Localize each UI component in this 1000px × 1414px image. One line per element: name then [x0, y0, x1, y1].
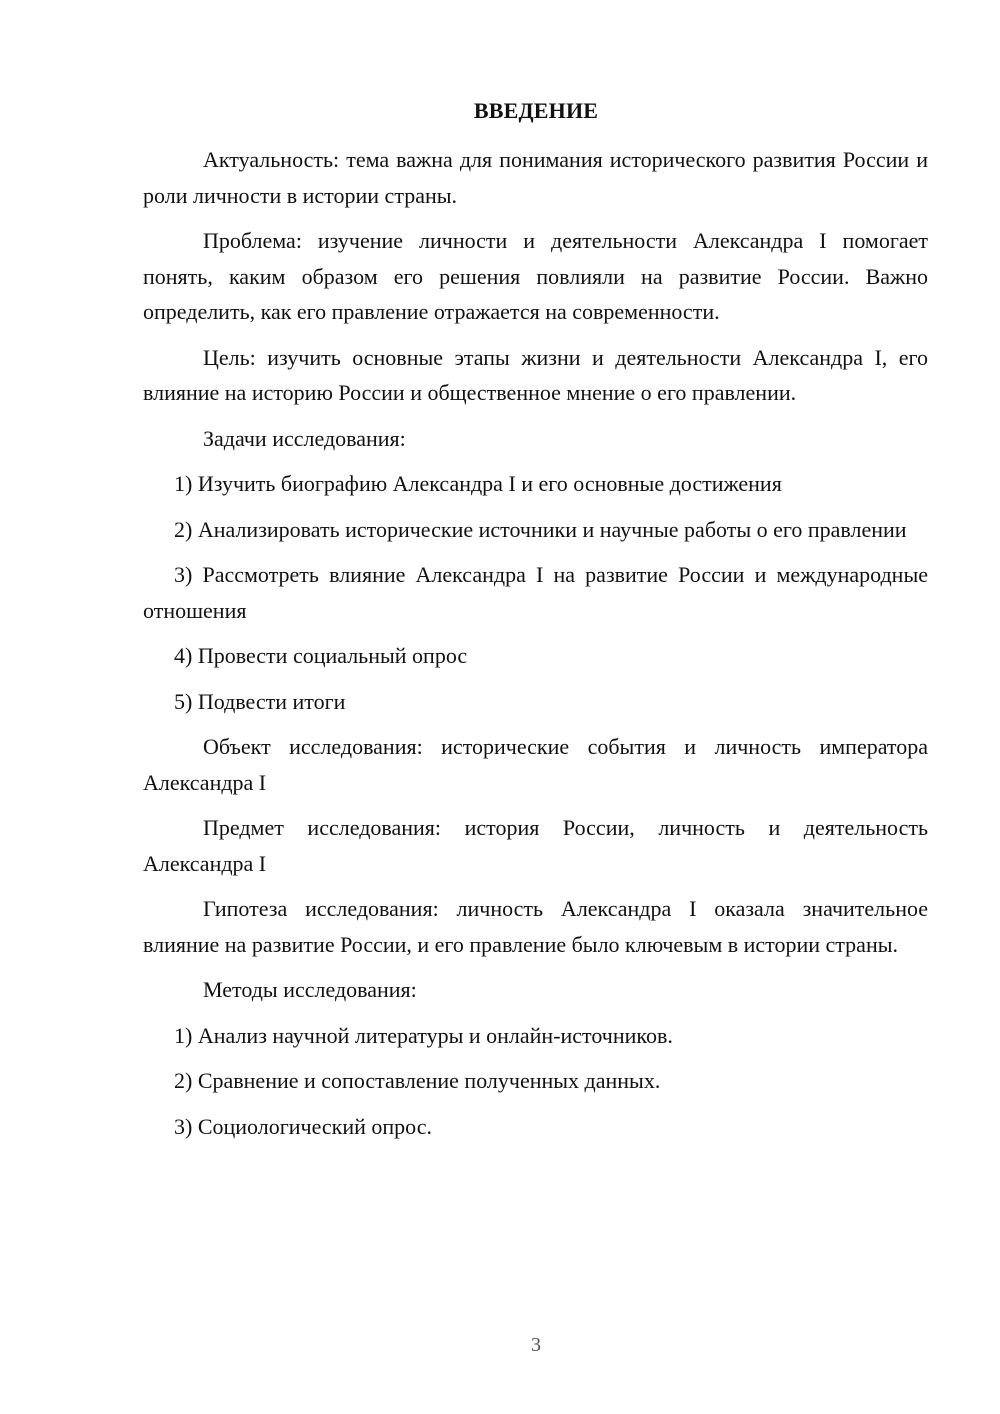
method-item: 2) Сравнение и сопоставление полученных данных.	[174, 1068, 661, 1093]
task-item: 3) Рассмотреть влияние Александра I на развитие России и международные отношения	[143, 562, 928, 623]
document-body	[143, 142, 928, 1154]
object-paragraph: Объект исследования: исторические события и личность императора Александра I	[143, 734, 928, 795]
goal-paragraph: Цель: изучить основные этапы жизни и деятельности Александра I, его влияние на историю России и общественное мнение о его правлении.	[143, 344, 928, 405]
task-item: 5) Подвести итоги	[174, 688, 346, 714]
methods-heading: Методы исследования:	[203, 977, 417, 1002]
page-title: ВВЕДЕНИЕ	[473, 98, 599, 123]
page-number: 3	[531, 1334, 541, 1356]
task-item: 2) Анализировать исторические источники и научные работы о его правлении	[174, 516, 907, 542]
relevance-paragraph: Актуальность: тема важна для понимания исторического развития России и роли личности в истории страны.	[143, 147, 928, 208]
method-item: 3) Социологический опрос.	[174, 1113, 432, 1139]
method-item: 1) Анализ научной литературы и онлайн-источников.	[174, 1022, 673, 1048]
hypothesis-paragraph: Гипотеза исследования: личность Александра I оказала значительное влияние на развитие России, и его правление было ключевым в истории страны.	[143, 896, 928, 957]
problem-paragraph: Проблема: изучение личности и деятельности Александра I помогает понять, каким образом его решения повлияли на развитие России. Важно определить, как его правление отражается на современности.	[143, 228, 928, 324]
subject-paragraph: Предмет исследования: история России, личность и деятельность Александра I	[143, 815, 928, 876]
task-item: 4) Провести социальный опрос	[174, 643, 468, 668]
tasks-heading: Задачи исследования:	[203, 425, 406, 451]
task-item: 1) Изучить биографию Александра I и его основные достижения	[174, 471, 782, 496]
